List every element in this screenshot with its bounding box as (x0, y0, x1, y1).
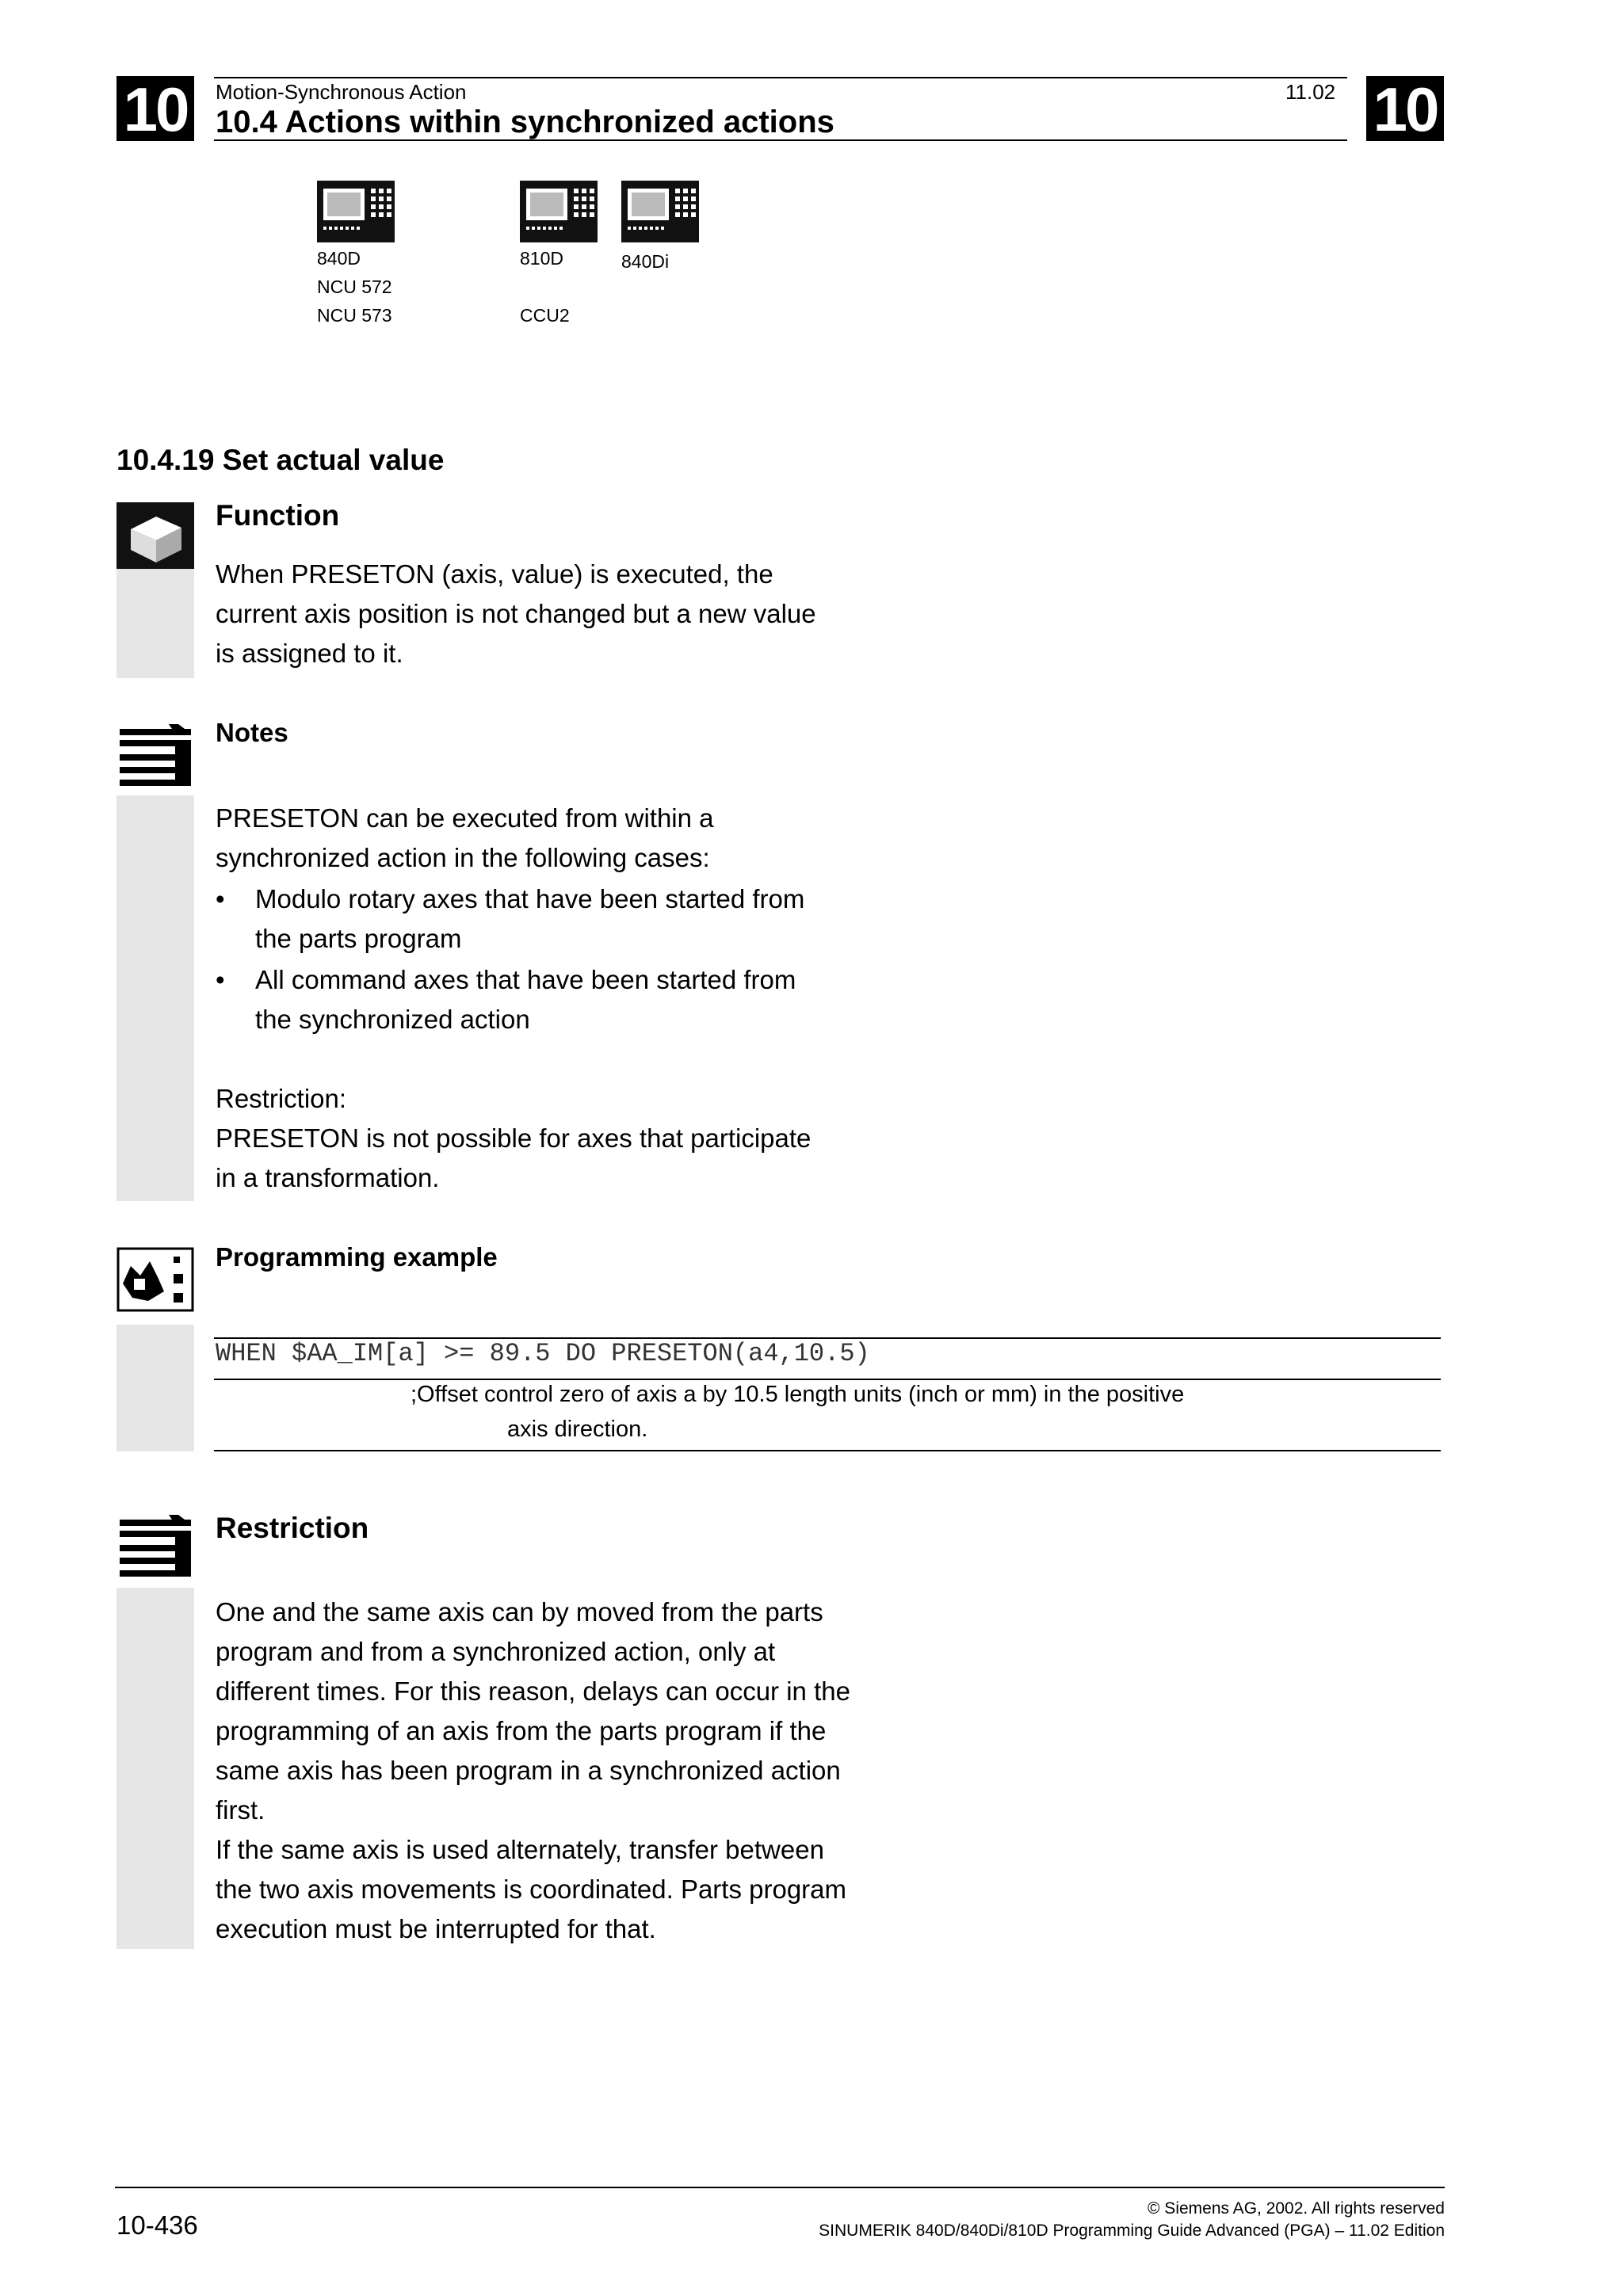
text-line: the synchronized action (255, 1005, 530, 1034)
restriction-heading: Restriction (216, 1512, 369, 1544)
text-line: PRESETON is not possible for axes that participate (216, 1123, 812, 1153)
copyright-notice: © Siemens AG, 2002. All rights reserved (1148, 2199, 1445, 2218)
control-variant: NCU 572 (317, 277, 392, 297)
margin-bar (116, 1588, 194, 1949)
text-line: program and from a synchronized action, only at (216, 1637, 776, 1666)
text-line: the two axis movements is coordinated. Parts program (216, 1875, 847, 1904)
header-bottom-rule (214, 139, 1347, 141)
text-line: One and the same axis can by moved from the parts (216, 1597, 823, 1627)
function-heading: Function (216, 499, 340, 532)
text-line: synchronized action in the following cases: (216, 843, 710, 872)
notes-intro (216, 799, 714, 878)
cube-icon (116, 502, 194, 569)
text-line: same axis has been program in a synchronized action (216, 1756, 841, 1785)
text-line: When PRESETON (axis, value) is executed, the (216, 559, 773, 589)
text-line: different times. For this reason, delays can occur in the (216, 1676, 850, 1706)
text-line: first. (216, 1795, 265, 1825)
chapter-number-left: 10 (116, 76, 194, 141)
code-comment: axis direction. (507, 1417, 648, 1442)
pointing-hand-icon (116, 1513, 194, 1580)
notes-restriction (216, 1079, 811, 1198)
program-example-icon (116, 1245, 194, 1312)
bullet-icon: • (216, 965, 225, 994)
chapter-title: Motion-Synchronous Action (216, 80, 467, 104)
control-label-840di (621, 247, 669, 276)
bullet-icon: • (216, 884, 225, 913)
control-panel-icon (520, 181, 598, 242)
text-line: current axis position is not changed but a new value (216, 599, 816, 628)
table-bottom-rule (214, 1450, 1441, 1451)
control-name: 810D (520, 248, 563, 269)
code-line: WHEN $AA_IM[a] >= 89.5 DO PRESETON(a4,10.5) (216, 1339, 870, 1368)
text-line: PRESETON can be executed from within a (216, 803, 714, 833)
control-name: 840D (317, 248, 361, 269)
control-variant: NCU 573 (317, 305, 392, 326)
text-line: programming of an axis from the parts program if the (216, 1716, 827, 1745)
text-line: All command axes that have been started from (255, 965, 796, 994)
footer-rule (115, 2187, 1445, 2188)
text-line: in a transformation. (216, 1163, 440, 1192)
version-label: 11.02 (1285, 80, 1336, 104)
table-mid-rule (214, 1379, 1441, 1380)
notes-heading: Notes (216, 718, 288, 747)
chapter-number-right: 10 (1366, 76, 1444, 141)
margin-bar (116, 1325, 194, 1451)
text-line: If the same axis is used alternately, transfer between (216, 1835, 824, 1864)
text-line: the parts program (255, 924, 462, 953)
text-line: Restriction: (216, 1084, 347, 1113)
control-variant-blank (520, 273, 570, 301)
function-text (216, 555, 816, 673)
margin-bar (116, 569, 194, 678)
control-variant: CCU2 (520, 305, 570, 326)
text-line: is assigned to it. (216, 639, 403, 668)
pointing-hand-icon (116, 723, 194, 789)
example-heading: Programming example (216, 1242, 498, 1272)
section-title: 10.4 Actions within synchronized actions (216, 105, 834, 139)
text-line: Modulo rotary axes that have been started from (255, 884, 805, 913)
code-comment: ;Offset control zero of axis a by 10.5 length units (inch or mm) in the positive (411, 1382, 1185, 1407)
page-number: 10-436 (116, 2210, 198, 2240)
subsection-heading: 10.4.19 Set actual value (116, 444, 445, 476)
text-line: execution must be interrupted for that. (216, 1914, 656, 1943)
header-top-rule (214, 77, 1347, 78)
control-label-840d (317, 244, 392, 330)
control-panel-icon (621, 181, 699, 242)
control-panel-icon (317, 181, 395, 242)
restriction-text (216, 1592, 850, 1949)
document-title: SINUMERIK 840D/840Di/810D Programming Guide Advanced (PGA) – 11.02 Edition (819, 2222, 1445, 2240)
control-name: 840Di (621, 251, 670, 272)
margin-bar (116, 795, 194, 1201)
control-label-810d (520, 244, 570, 330)
